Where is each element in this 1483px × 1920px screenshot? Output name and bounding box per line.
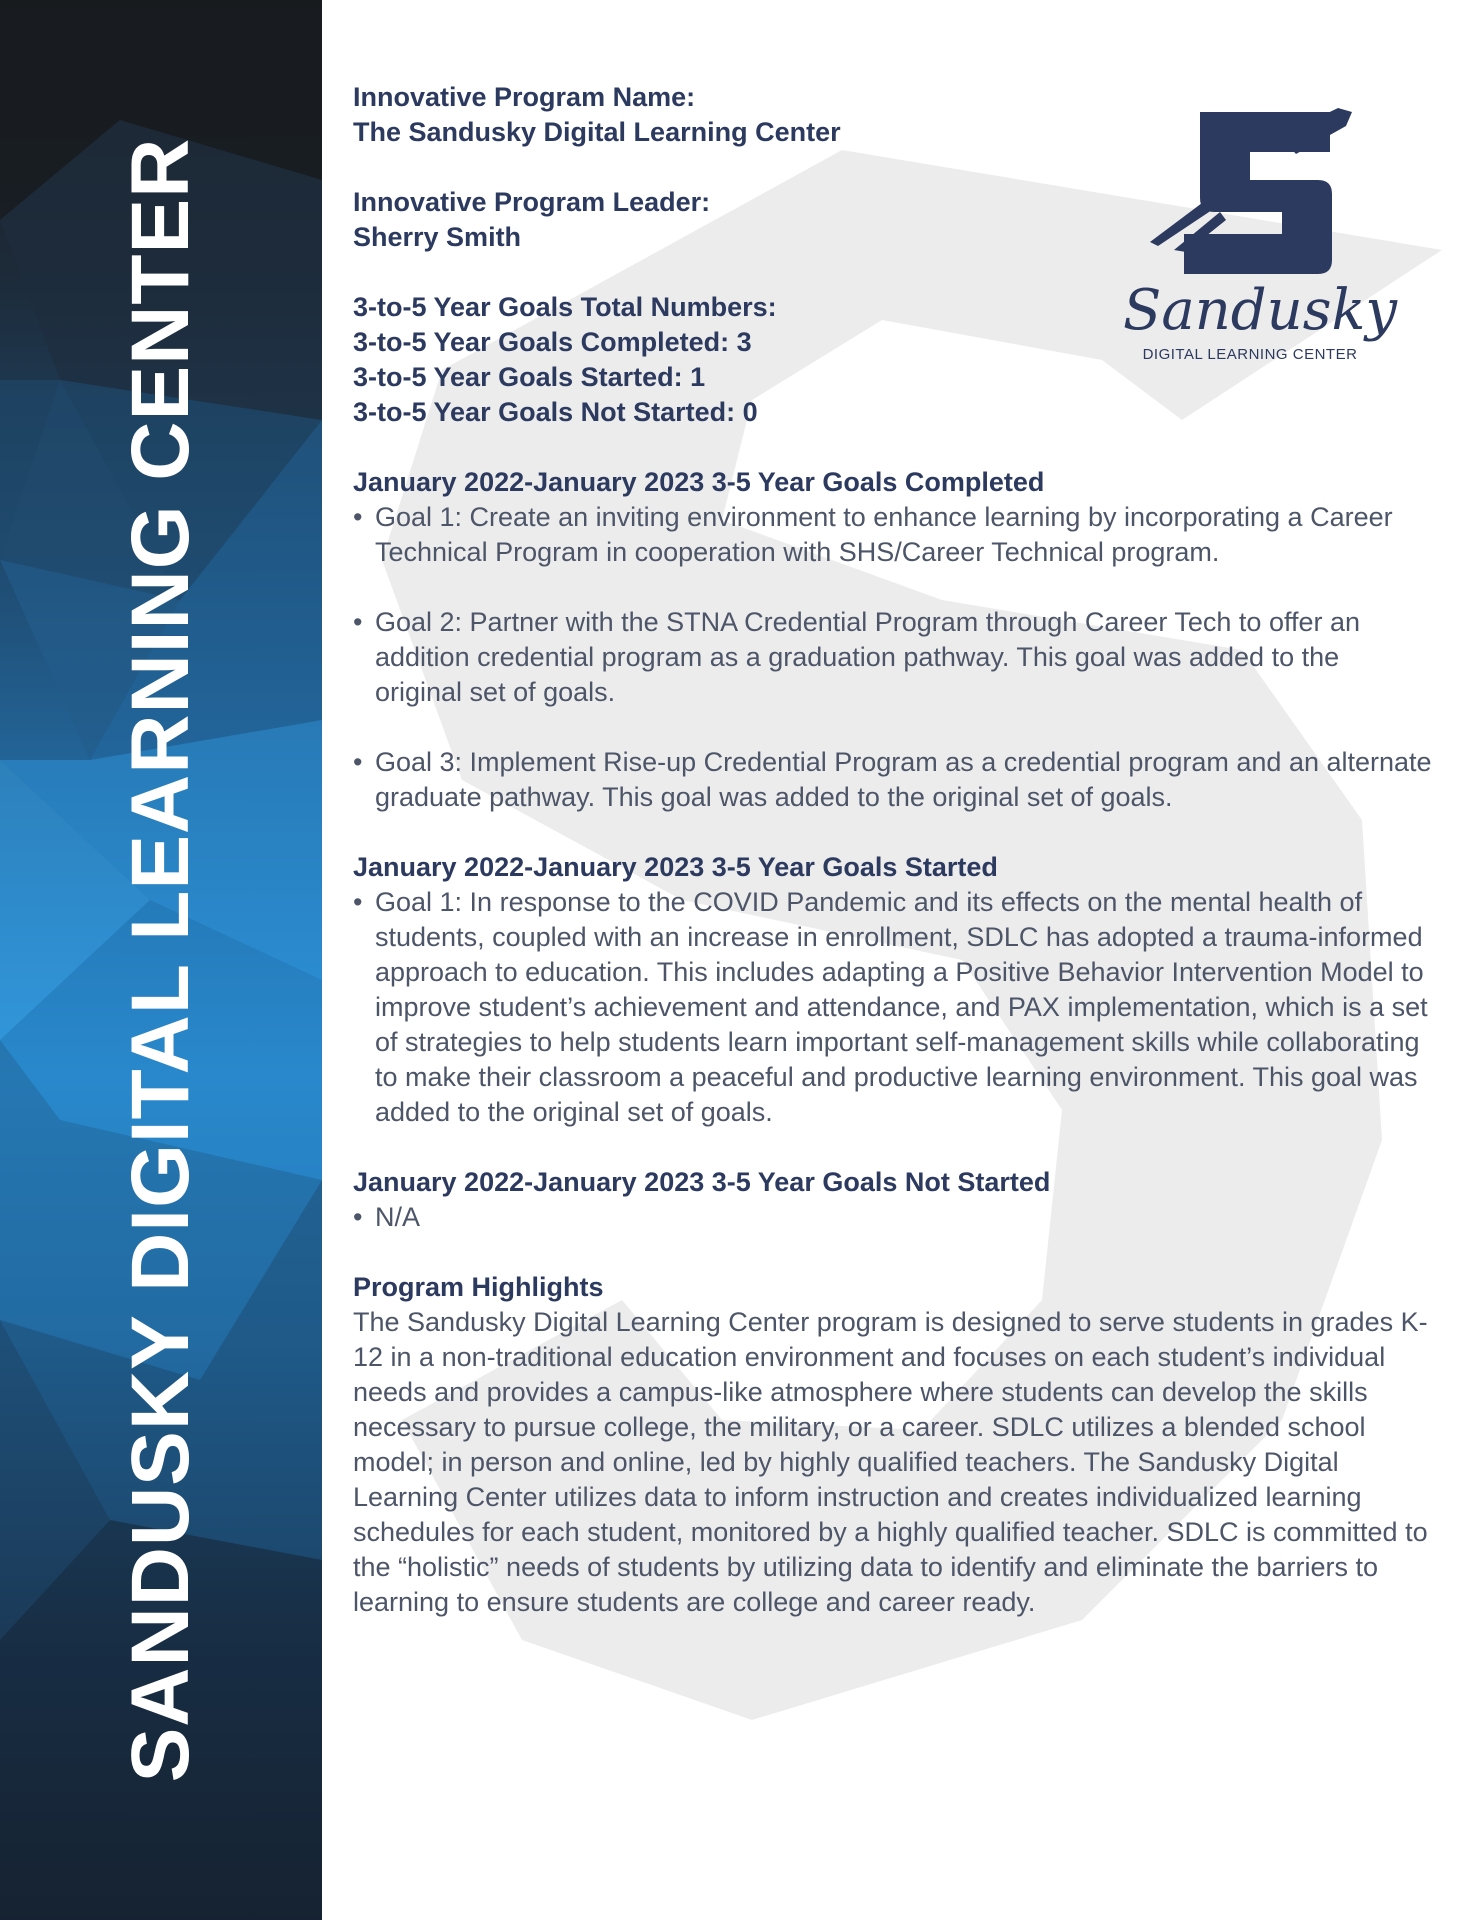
program-leader-block [353, 185, 1433, 255]
section-heading-started: January 2022-January 2023 3-5 Year Goals Started [353, 852, 998, 882]
program-leader-value: Sherry Smith [353, 222, 522, 252]
bullet: • [353, 607, 363, 637]
section-heading-not-started: January 2022-January 2023 3-5 Year Goals Not Started [353, 1167, 1051, 1197]
goal-text: Goal 1: In response to the COVID Pandemic and its effects on the mental health of students, coupled with an increase in enrollment, SDLC has adopted a trauma-informed approach to education. This includes adapting a Positive Behavior Intervention Model to improve student’s achievement and attendance, and PAX implementation, which is a set of strategies to help students learn important self-management skills while collaborating to make their classroom a peaceful and productive learning environment. This goal was added to the original set of goals. [375, 887, 1428, 1127]
goal-totals-block [353, 290, 1433, 430]
bullet: • [353, 502, 363, 532]
main-content [353, 80, 1433, 1620]
bullet: • [353, 747, 363, 777]
not-started-section [353, 1165, 1433, 1235]
logo-subtitle: DIGITAL LEARNING CENTER [1142, 346, 1358, 363]
program-name-value: The Sandusky Digital Learning Center [353, 117, 841, 147]
section-heading-highlights: Program Highlights [353, 1272, 604, 1302]
highlights-section [353, 1270, 1433, 1620]
sidebar-title: SANDUSKY DIGITAL LEARNING CENTER [115, 137, 206, 1783]
goal-text: Goal 1: Create an inviting environment to enhance learning by incorporating a Career Technical Program in cooperation with SHS/Career Technical program. [375, 502, 1393, 567]
totals-completed: 3-to-5 Year Goals Completed: 3 [353, 327, 752, 357]
list-item [353, 885, 1433, 1130]
totals-heading: 3-to-5 Year Goals Total Numbers: [353, 292, 777, 322]
totals-not-started: 3-to-5 Year Goals Not Started: 0 [353, 397, 758, 427]
highlights-body: The Sandusky Digital Learning Center program is designed to serve students in grades K-12 in a non-traditional education environment and focuses on each student’s individual needs and provides a campus-like atmosphere where students can develop the skills necessary to pursue college, the military, or a career. SDLC utilizes a blended school model; in person and online, led by highly qualified teachers. The Sandusky Digital Learning Center utilizes data to inform instruction and creates individualized learning schedules for each student, monitored by a highly qualified teacher. SDLC is committed to the “holistic” needs of students by utilizing data to identify and eliminate the barriers to learning to ensure students are college and career ready. [353, 1307, 1428, 1617]
program-name-label: Innovative Program Name: [353, 82, 696, 112]
completed-section [353, 465, 1433, 815]
list-item [353, 605, 1433, 710]
program-name-block [353, 80, 1433, 150]
goal-text: N/A [375, 1202, 421, 1232]
list-item [353, 500, 1433, 570]
logo-script-text: Sandusky [1122, 278, 1398, 343]
list-item [353, 1200, 1433, 1235]
goal-text: Goal 2: Partner with the STNA Credential Program through Career Tech to offer an addition credential program as a graduation pathway. This goal was added to the original set of goals. [375, 607, 1361, 707]
section-heading-completed: January 2022-January 2023 3-5 Year Goals Completed [353, 467, 1045, 497]
goal-text: Goal 3: Implement Rise-up Credential Program as a credential program and an alternate graduate pathway. This goal was added to the original set of goals. [375, 747, 1432, 812]
list-item [353, 745, 1433, 815]
bullet: • [353, 887, 363, 917]
bullet: • [353, 1202, 363, 1232]
sidebar-banner [0, 0, 322, 1920]
totals-started: 3-to-5 Year Goals Started: 1 [353, 362, 706, 392]
program-leader-label: Innovative Program Leader: [353, 187, 711, 217]
started-section [353, 850, 1433, 1130]
